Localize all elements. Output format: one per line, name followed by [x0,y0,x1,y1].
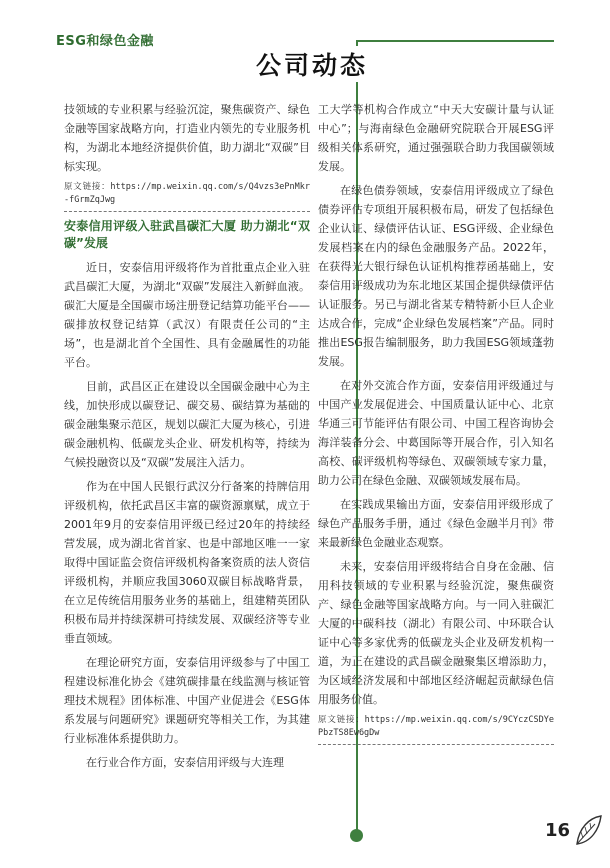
page-title: 公司动态 [250,46,374,82]
paragraph: 未来，安泰信用评级将结合自身在金融、信用科技领域的专业积累与经验沉淀，聚焦碳资产、绿色金融等国家战略方向。与一同入驻碳汇大厦的中碳科技（湖北）有限公司、中环联合认证中心等多家优秀的低碳龙头企业及研发机构一道，为正在建设的武昌碳金融聚集区增添助力，为区域经济发展和中部地区经济崛起贡献绿色信用服务价值。 [318,560,554,706]
paragraph: 作为在中国人民银行武汉分行备案的持牌信用评级机构，依托武昌区丰富的碳资源禀赋，成立于2001年9月的安泰信用评级已经过20年的持续经营发展，成为湖北省首家、也是中部地区唯一一家取得中国证监会资信评级机构备案资质的法人资信评级机构，并顺应我国3060双碳目标战略背景，在立足传统信用服务业务的基础上，组建精英团队积极布局并持续深耕可持续发展、双碳经济等专业垂直领域。 [64,480,310,645]
article-title: 安泰信用评级入驻武昌碳汇大厦 助力湖北“双碳”发展 [64,219,310,250]
paragraph: 在行业合作方面，安泰信用评级与大连理 [86,756,284,769]
source-link-2[interactable]: 原文链接：https://mp.weixin.qq.com/s/9CYczCSDYePbzTS8Ew6gDw [318,715,554,738]
paragraph: 在绿色债券领域，安泰信用评级成立了绿色债券评估专项组开展积极布局，研发了包括绿色企业认证、绿债评估认证、ESG评级、企业绿色发展档案在内的绿色金融服务产品。2022年，在获得光大银行绿色认证机构推荐函基础上，安泰信用评级成功为东北地区某国企提供绿债评估认证服务。另已与湖北省某专精特新小巨人企业达成合作，完成“企业绿色发展档案”产品。同时推出ESG报告编制服务，助力我国ESG领域蓬勃发展。 [318,184,554,368]
right-column [318,100,554,751]
page-number: 16 [545,820,571,841]
paragraph: 在对外交流合作方面，安泰信用评级通过与中国产业发展促进会、中国质量认证中心、北京华通三可节能评估有限公司、中国工程咨询协会海洋装备分会、中葛国际等开展合作，引入知名高校、碳评级机构等绿色、双碳领域专家力量，助力公司在绿色金融、双碳领域发展布局。 [318,379,554,487]
brand-label: ESG和绿色金融 [56,34,154,49]
dashed-separator [318,744,554,745]
source-link-1[interactable]: 原文链接：https://mp.weixin.qq.com/s/Q4vzs3ePnMkr-fGrmZqJwg [64,182,310,205]
paragraph: 在理论研究方面，安泰信用评级参与了中国工程建设标准化协会《建筑碳排量在线监测与核证管理技术规程》团体标准、中国产业促进会《ESG体系发展与问题研究》课题研究等相关工作，为其建行业标准体系提供助力。 [64,656,310,745]
leaf-corner-icon [573,814,603,848]
intro-paragraph: 技领域的专业积累与经验沉淀，聚焦碳资产、绿色金融等国家战略方向，打造业内领先的专业服务机构，为湖北本地经济提供价值，助力湖北“双碳”目标实现。 [64,103,310,173]
dashed-separator [64,211,310,212]
paragraph: 近日，安泰信用评级将作为首批重点企业入驻武昌碳汇大厦，为湖北“双碳”发展注入新鲜血液。碳汇大厦是全国碳市场注册登记结算功能平台——碳排放权登记结算（武汉）有限责任公司的“主场”，也是湖北首个全国性、具有金融属性的功能平台。 [64,261,310,369]
paragraph: 在实践成果输出方面，安泰信用评级形成了绿色产品服务手册，通过《绿色金融半月刊》带来最新绿色金融业态观察。 [318,498,554,549]
rule-end-dot [350,829,363,842]
paragraph: 目前，武昌区正在建设以全国碳金融中心为主线，加快形成以碳登记、碳交易、碳结算为基础的碳金融集聚示范区，规划以碳汇大厦为核心，引进碳金融机构、低碳龙头企业、研发机构等，持续为气候投融资以及“双碳”发展注入活力。 [64,380,310,469]
left-column [64,100,310,777]
horizontal-rule [356,40,554,42]
paragraph: 工大学等机构合作成立“中天大安碳计量与认证中心”；与海南绿色金融研究院联合开展ESG评级相关体系研究，通过强强联合助力我国碳领域发展。 [318,103,554,173]
